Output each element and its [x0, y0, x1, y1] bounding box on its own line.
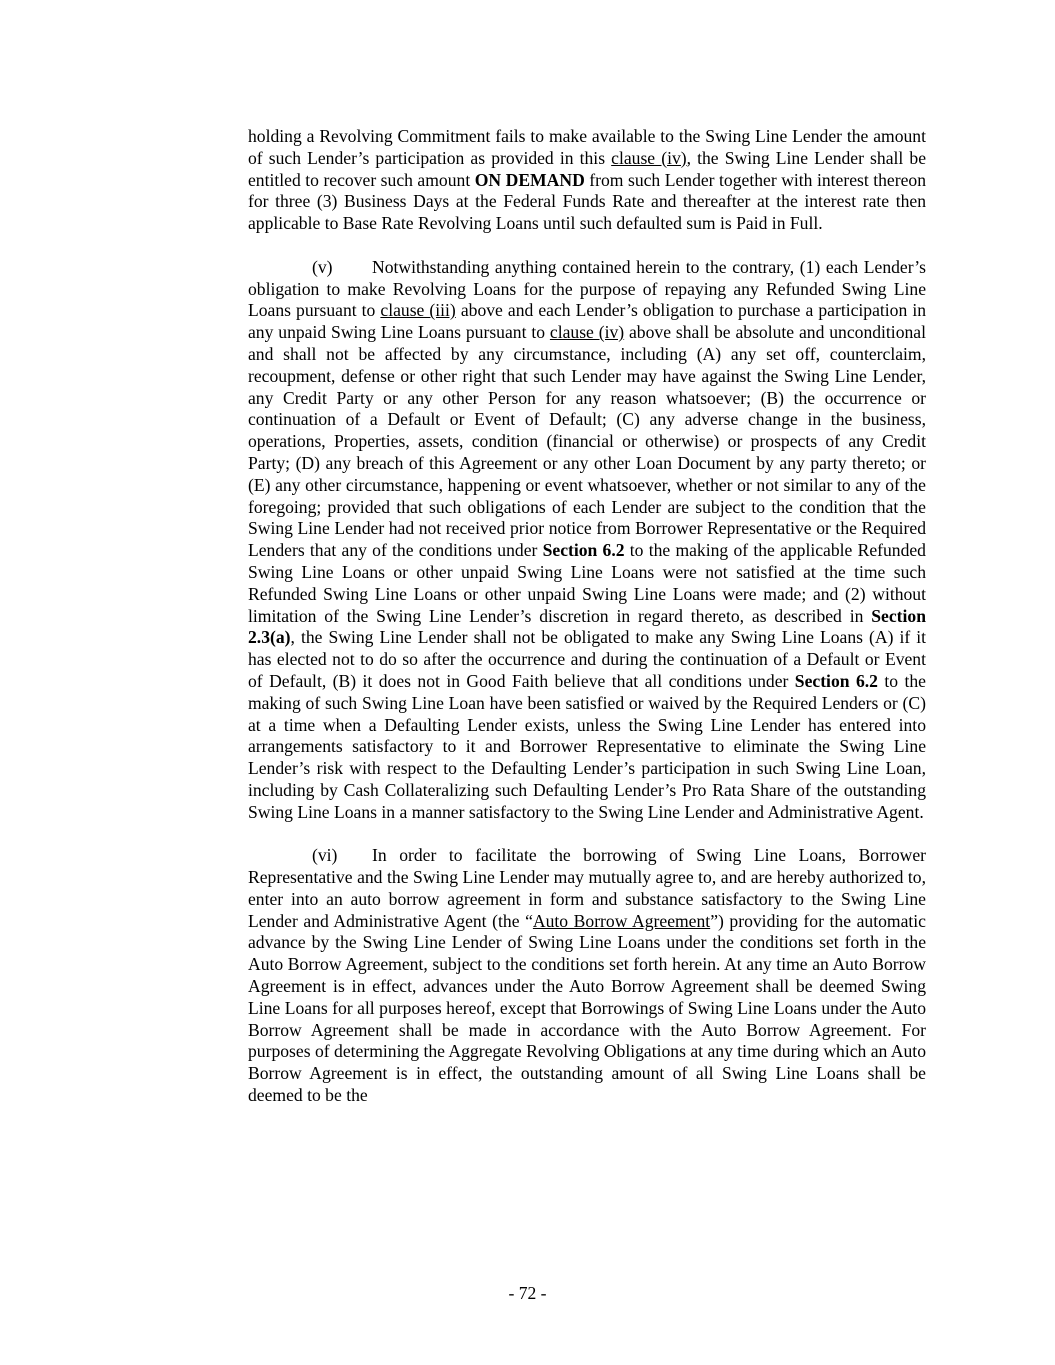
- clause-reference: clause (iv): [549, 322, 625, 343]
- paragraph-continuation: holding a Revolving Commitment fails to make available to the Swing Line Lender the amount of such Lender’s participation as provided in this clause (iv), the Swing Line Lender shall be entitled to recover such amount ON DEMAND from such Lender together with interest thereon for three (3) Business Days at the Federal Funds Rate and thereafter at the interest rate then applicable to Base Rate Revolving Loans until such defaulted sum is Paid in Full.: [248, 126, 927, 234]
- paragraph-v: (v) Notwithstanding anything contained herein to the contrary, (1) each Lender’s obligation to make Revolving Loans for the purpose of repaying any Refunded Swing Line Loans pursuant to clause (iii) above and each Lender’s obligation to purchase a participation in any unpaid Swing Line Loans pursuant to clause (iv) above shall be absolute and unconditional and shall not be affected by any circumstance, including (A) any set off, counterclaim, recoupment, defense or other right that such Lender may have against the Swing Line Lender, any Credit Party or any other Person for any reason whatsoever; (B) the occurrence or continuation of a Default or Event of Default; (C) any adverse change in the business, operations, Properties, assets, condition (financial or otherwise) or prospects of any Credit Party; (D) any breach of this Agreement or any other Loan Document by any party thereto; or (E) any other circumstance, happening or event whatsoever, whether or not similar to any of the foregoing; provided that such obligations of each Lender are subject to the condition that the Swing Line Lender had not received prior notice from Borrower Representative or the Required Lenders that any of the conditions under Section 6.2 to the making of the applicable Refunded Swing Line Loans or other unpaid Swing Line Loans were not satisfied at the time such Refunded Swing Line Loans or other unpaid Swing Line Loans were made; and (2) without limitation of the Swing Line Lender’s discretion in regard thereto, as described in Section 2.3(a), the Swing Line Lender shall not be obligated to make any Swing Line Loans (A) if it has elected not to do so after the occurrence and during the continuation of a Default or Event of Default, (B) it does not in Good Faith believe that all conditions under Section 6.2 to the making of such Swing Line Loan have been satisfied or waived by the Required Lenders or (C) at a time when a Defaulting Lender exists, unless the Swing Line Lender has entered into arrangements satisfactory to it and Borrower Representative to eliminate the Swing Line Lender’s risk with respect to the Defaulting Lender’s participation in such Swing Line Loan, including by Cash Collateralizing such Defaulting Lender’s Pro Rata Share of the outstanding Swing Line Loans in a manner satisfactory to the Swing Line Lender and Administrative Agent.: [248, 256, 927, 822]
- defined-term: Auto Borrow Agreement: [532, 910, 711, 931]
- page-number: - 72 -: [508, 1283, 547, 1303]
- document-body: [248, 126, 926, 1107]
- paragraph-number: (v): [312, 256, 333, 277]
- paragraph-number: (vi): [312, 845, 338, 866]
- clause-reference: clause (iv): [611, 147, 687, 168]
- section-reference: Section 6.2: [794, 670, 878, 691]
- clause-reference: clause (iii): [380, 300, 456, 321]
- section-reference: Section 6.2: [542, 540, 625, 561]
- section-reference: Section 2.3(a): [248, 605, 926, 648]
- emphasis-text: ON DEMAND: [474, 169, 585, 190]
- paragraph-vi: (vi) In order to facilitate the borrowing of Swing Line Loans, Borrower Representative and the Swing Line Lender may mutually agree to, and are hereby authorized to, enter into an auto borrow agreement in form and substance satisfactory to the Swing Line Lender and Administrative Agent (the “Auto Borrow Agreement”) providing for the automatic advance by the Swing Line Lender of Swing Line Loans under the conditions set forth in the Auto Borrow Agreement, subject to the conditions set forth herein. At any time an Auto Borrow Agreement is in effect, advances under the Auto Borrow Agreement shall be deemed Swing Line Loans for all purposes hereof, except that Borrowings of Swing Line Loans under the Auto Borrow Agreement shall be made in accordance with the Auto Borrow Agreement. For purposes of determining the Aggregate Revolving Obligations at any time during which an Auto Borrow Agreement is in effect, the outstanding amount of all Swing Line Loans shall be deemed to be the: [248, 845, 926, 1106]
